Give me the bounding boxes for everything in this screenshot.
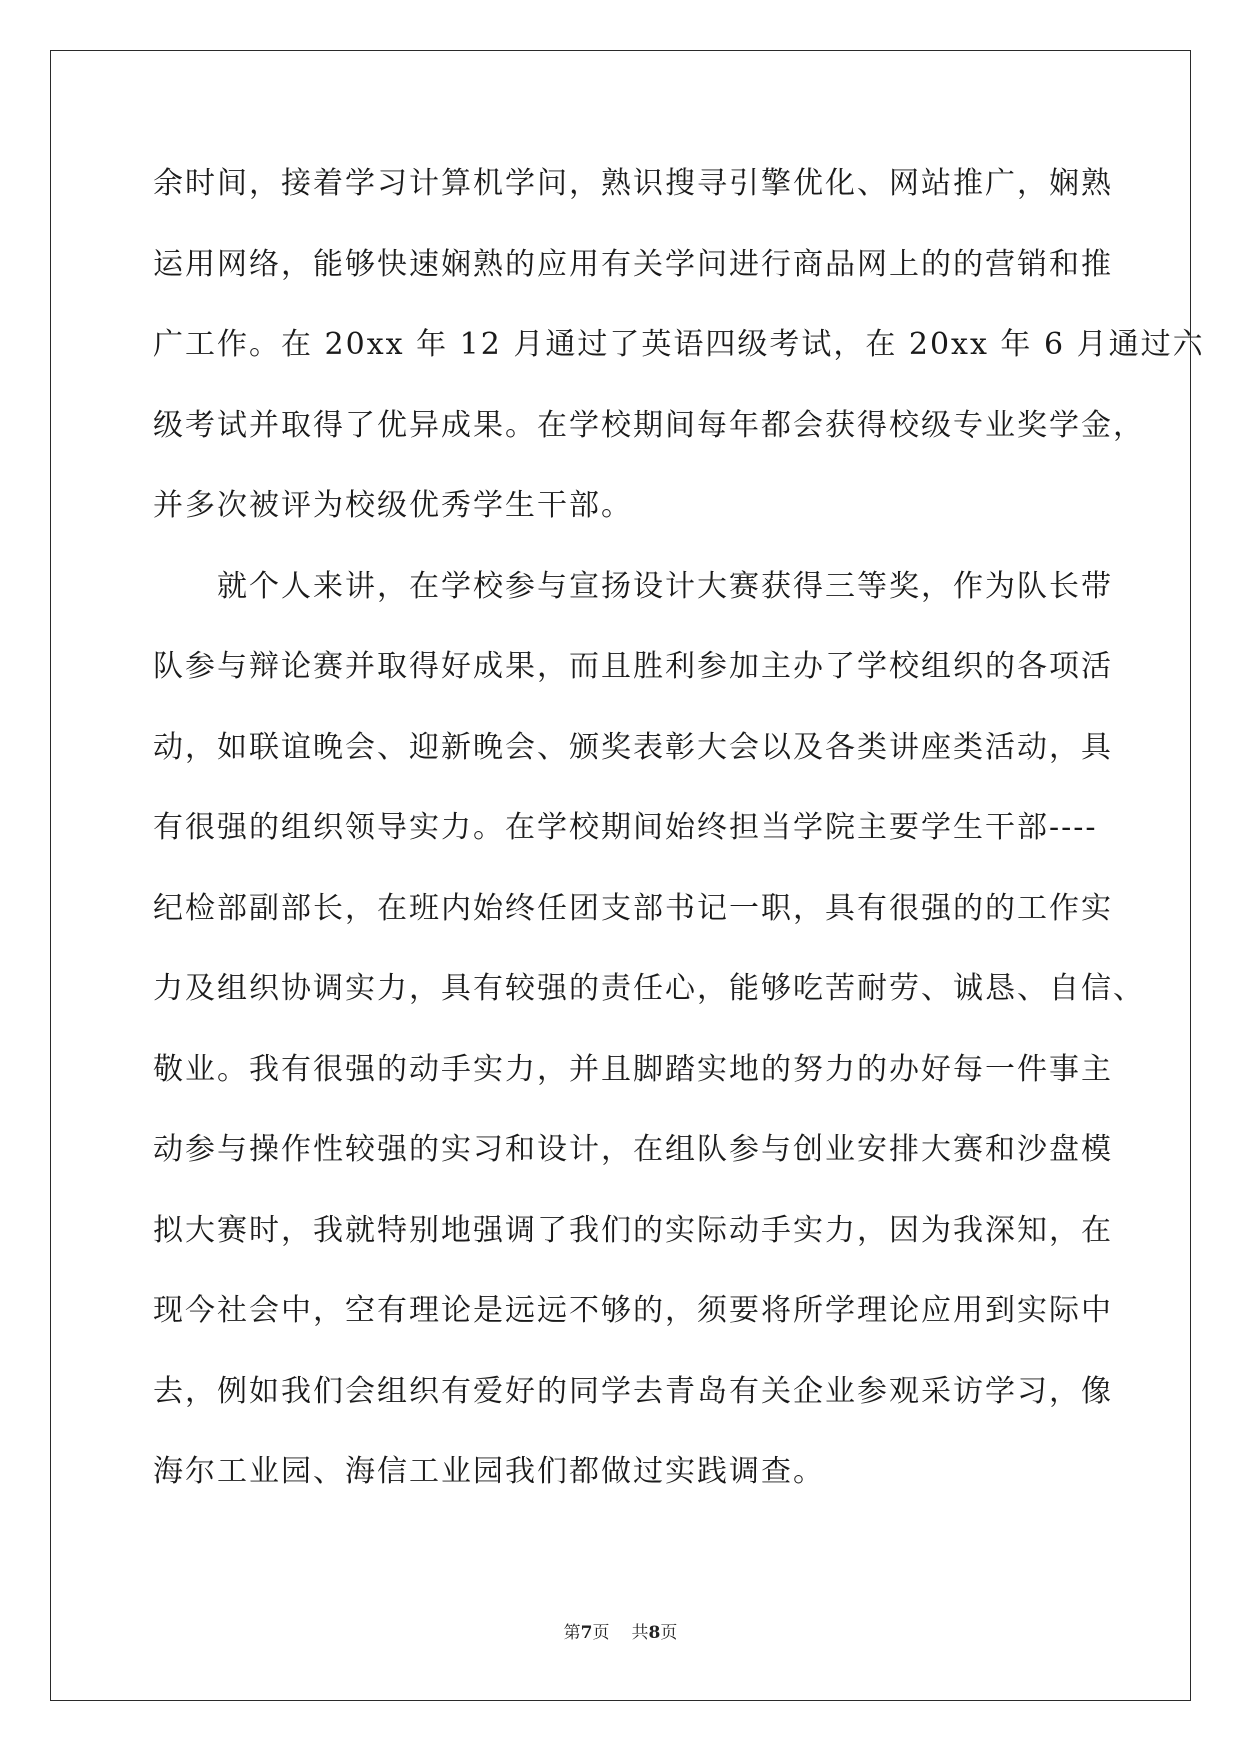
text-line: 级考试并取得了优异成果。在学校期间每年都会获得校级专业奖学金， bbox=[153, 407, 1145, 443]
text-line: 力及组织协调实力，具有较强的责任心，能够吃苦耐劳、诚恳、自信、 bbox=[153, 971, 1145, 1006]
text-line: 运用网络，能够快速娴熟的应用有关学问进行商品网上的的营销和推 bbox=[153, 246, 1113, 282]
text-line: 现今社会中，空有理论是远远不够的，须要将所学理论应用到实际中 bbox=[153, 1293, 1113, 1328]
paragraph-start-line: 就个人来讲，在学校参与宣扬设计大赛获得三等奖，作为队长带 bbox=[217, 568, 1113, 604]
total-unit: 页 bbox=[660, 1623, 678, 1643]
text-line: 拟大赛时，我就特别地强调了我们的实际动手实力，因为我深知，在 bbox=[153, 1212, 1113, 1248]
text-line: 队参与辩论赛并取得好成果，而且胜利参加主办了学校组织的各项活 bbox=[153, 649, 1113, 684]
document-body bbox=[153, 162, 1205, 1531]
text-line: 有很强的组织领导实力。在学校期间始终担当学院主要学生干部---- bbox=[153, 810, 1098, 845]
total-prefix: 共 bbox=[631, 1623, 649, 1643]
text-line: 动参与操作性较强的实习和设计，在组队参与创业安排大赛和沙盘模 bbox=[153, 1132, 1113, 1167]
page-current-number: 7 bbox=[580, 1623, 593, 1643]
text-line: 敬业。我有很强的动手实力，并且脚踏实地的努力的办好每一件事主 bbox=[153, 1051, 1113, 1087]
page-total-number: 8 bbox=[648, 1623, 661, 1643]
text-line: 海尔工业园、海信工业园我们都做过实践调查。 bbox=[153, 1454, 825, 1489]
text-line: 广工作。在 20xx 年 12 月通过了英语四级考试，在 20xx 年 6 月通过六 bbox=[153, 327, 1205, 362]
text-line: 余时间，接着学习计算机学问，熟识搜寻引擎优化、网站推广，娴熟 bbox=[153, 166, 1113, 201]
text-line: 去，例如我们会组织有爱好的同学去青岛有关企业参观采访学习，像 bbox=[153, 1373, 1113, 1409]
page-prefix: 第 bbox=[563, 1623, 581, 1643]
text-line: 并多次被评为校级优秀学生干部。 bbox=[153, 488, 633, 523]
page-unit: 页 bbox=[592, 1623, 610, 1643]
text-line: 动，如联谊晚会、迎新晚会、颁奖表彰大会以及各类讲座类活动，具 bbox=[153, 729, 1113, 765]
text-line: 纪检部副部长，在班内始终任团支部书记一职，具有很强的的工作实 bbox=[153, 890, 1113, 926]
page-footer bbox=[0, 1621, 1241, 1645]
